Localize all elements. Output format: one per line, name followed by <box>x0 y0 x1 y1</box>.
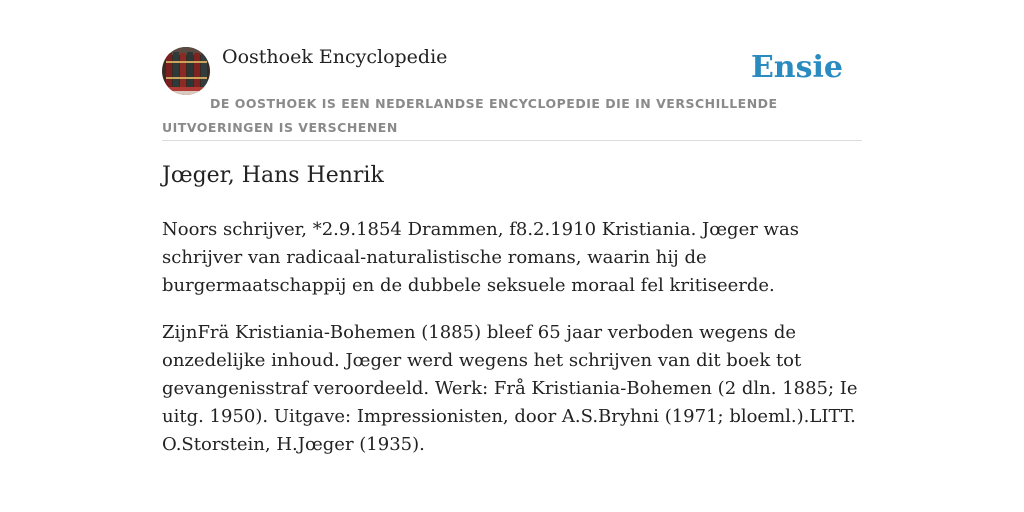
entry-body <box>162 216 862 478</box>
site-title[interactable]: Oosthoek Encyclopedie <box>222 46 448 68</box>
site-tagline: DE OOSTHOEK IS EEN NEDERLANDSE ENCYCLOPEDIE DIE IN VERSCHILLENDE UITVOERINGEN IS VERSCHENEN <box>162 96 778 135</box>
brand-logo[interactable]: Ensie <box>750 50 843 85</box>
books-icon[interactable] <box>162 47 210 95</box>
entry-title: Jœger, Hans Henrik <box>162 163 384 188</box>
site-header <box>162 44 862 141</box>
entry-paragraph: ZijnFrä Kristiania-Bohemen (1885) bleef 65 jaar verboden wegens de onzedelijke inhoud. Jœger werd wegens het schrijven van dit boek tot gevangenisstraf veroordeeld. Werk: Frå Kristiania-Bohemen (2 dln. 1885; Ie uitg. 1950). Uitgave: Impressionisten, door A.S.Bryhni (1971; bloeml.).LITT. O.Storstein, H.Jœger (1935). <box>162 322 858 455</box>
entry-paragraph: Noors schrijver, *2.9.1854 Drammen, f8.2.1910 Kristiania. Jœger was schrijver van radicaal-naturalistische romans, waarin hij de burgermaatschappij en de dubbele seksuele moraal fel kritiseerde. <box>162 219 799 296</box>
